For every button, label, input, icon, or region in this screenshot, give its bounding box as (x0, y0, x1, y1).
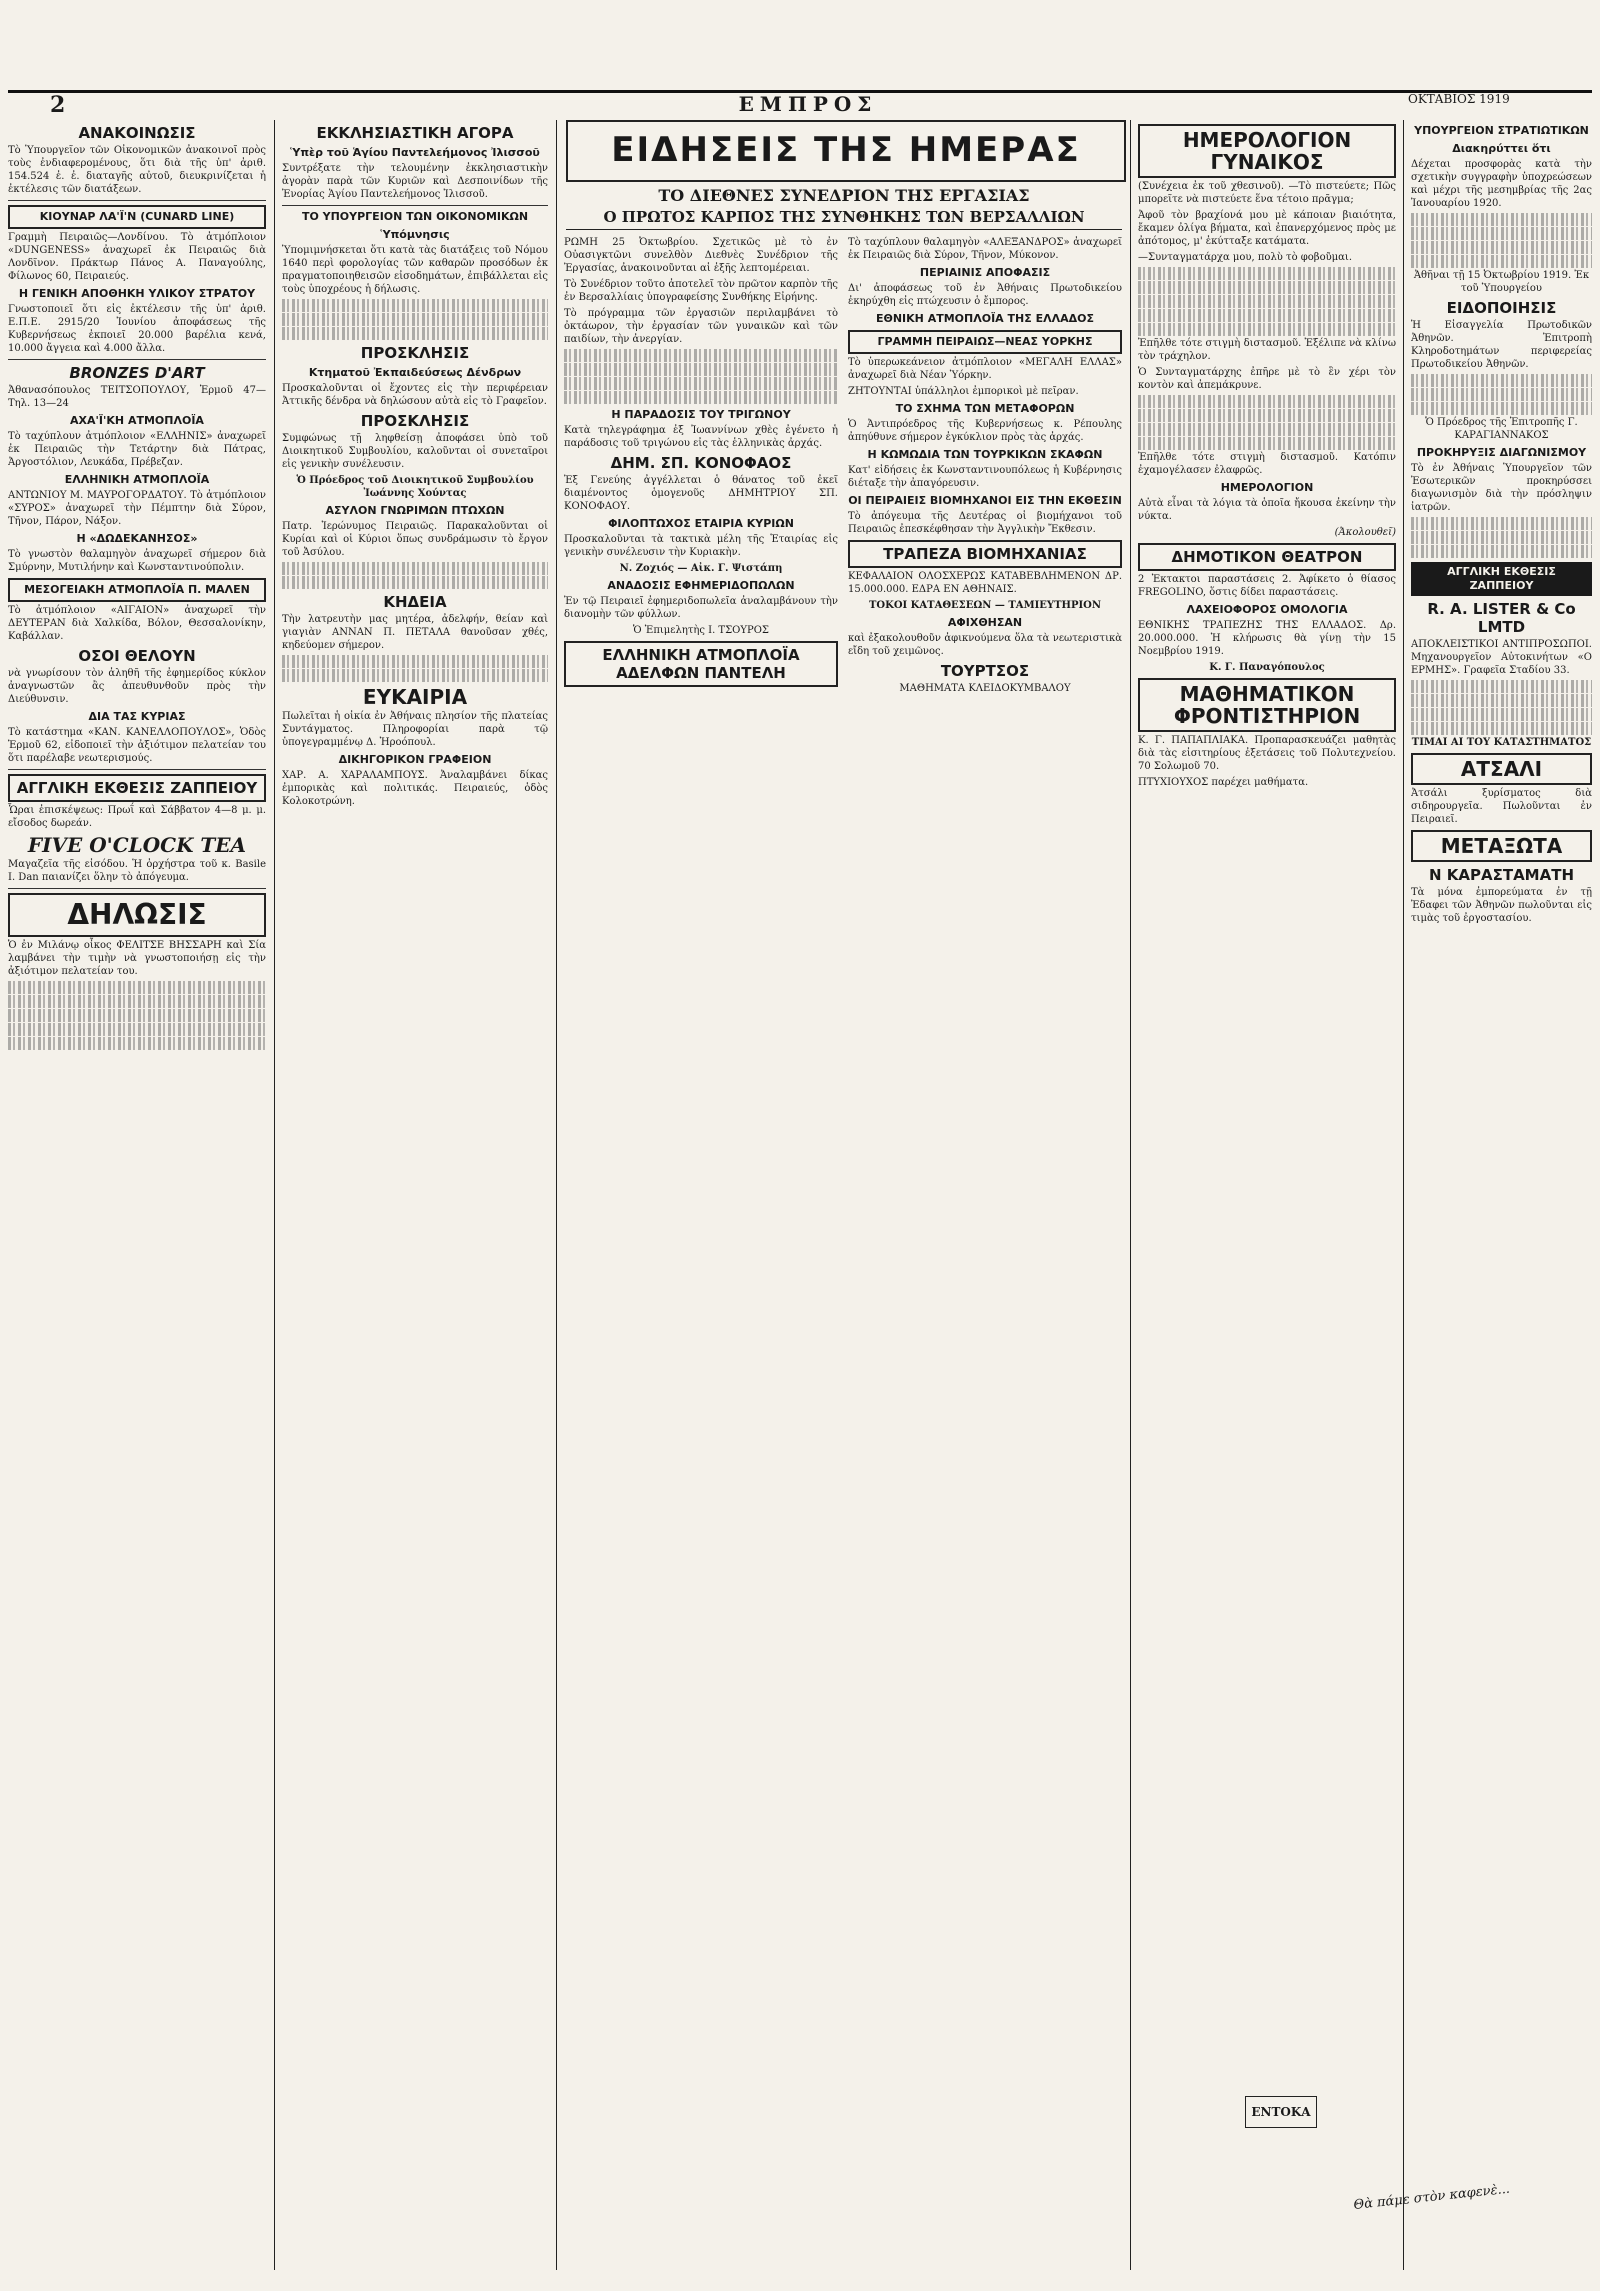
subheading: Ὑπὲρ τοῦ Ἁγίου Παντελεήμονος Ἰλισσοῦ (290, 146, 540, 159)
article-text: Προσκαλοῦνται τὰ τακτικὰ μέλη τῆς Ἑταιρίας εἰς γενικὴν συνέλευσιν τὴν Κυριακὴν. (564, 534, 838, 558)
heading: ΚΗΔΕΙΑ (383, 593, 447, 611)
article-text: Κατ' εἰδήσεις ἐκ Κωνσταντινουπόλεως ἡ Κυβέρνησις διέταξε τὴν ἀπαγόρευσιν. (848, 465, 1122, 489)
article-text: —Συνταγματάρχα μου, πολὺ τὸ φοβοῦμαι. (1138, 252, 1353, 263)
article-text: Κ. Γ. ΠΑΠΑΠΛΙΑΚΑ. Προπαρασκευάζει μαθητὰς διὰ τὰς εἰσιτηρίους ἐξετάσεις τοῦ Πολυτεχνείου. 70 Σολωμοῦ 70. (1138, 735, 1396, 772)
column-divider (556, 120, 557, 2270)
article-text: Ἀφοῦ τὸν βραχίονά μου μὲ κάποιαν βιαιότητα, ἔκαμεν ὀλίγα βήματα, καὶ ἐπανερχόμενος πρὸς με ἀπότομος, μ' ἐκύτταξε κατάματα. (1138, 210, 1396, 247)
heading: ΕΥΚΑΙΡΙΑ (362, 685, 468, 709)
article-text: ΧΑΡ. Α. ΧΑΡΑΛΑΜΠΟΥΣ. Ἀναλαμβάνει δίκας ἐμπορικὰς καὶ πολιτικάς. Πειραιεύς, ὁδὸς Κολοκοτρώνη. (282, 770, 548, 807)
heading: Η «ΔΩΔΕΚΑΝΗΣΟΣ» (76, 532, 198, 545)
signature: Ν. Ζοχιός — Αἰκ. Γ. Ψιστάπη (619, 563, 783, 574)
article-text: Ἐπῆλθε τότε στιγμὴ διστασμοῦ. Ἐξέλιπε νὰ κλίνω τὸν τράχηλον. (1138, 338, 1396, 362)
banner-subtitle: ΤΟ ΔΙΕΘΝΕΣ ΣΥΝΕΔΡΙΟΝ ΤΗΣ ΕΡΓΑΣΙΑΣ (658, 186, 1030, 205)
article-text: Συντρέξατε τὴν τελουμένην ἐκκλησιαστικὴν ἀγορὰν παρὰ τῶν Κυριῶν καὶ Δεσποινίδων τῆς Ἐνορίας Ἁγίου Παντελεήμονος Ἰλισσοῦ. (282, 163, 548, 200)
article-text: Τὰ μόνα ἐμπορεύματα ἐν τῇ Ἐδαφει τῶν Ἀθηνῶν πωλοῦνται εἰς τιμὰς τοῦ ἐργοστασίου. (1411, 887, 1592, 924)
subheading: ΓΡΑΜΜΗ ΠΕΙΡΑΙΩΣ—ΝΕΑΣ ΥΟΡΚΗΣ (848, 330, 1122, 354)
article-text: Ἀθανασόπουλος ΤΕΙΤΣΟΠΟΥΛΟΥ, Ἑρμοῦ 47—Τηλ. 13—24 (8, 385, 266, 409)
article-text: Ὁ ἐν Μιλάνῳ οἶκος ΦΕΛΙΤΣΕ ΒΗΣΣΑΡΗ καὶ Σία λαμβάνει τὴν τιμὴν νὰ γνωστοποιήσῃ εἰς τὴν ἀξιότιμον πελατείαν του. (8, 940, 266, 977)
heading: ΑΝΑΔΟΣΙΣ ΕΦΗΜΕΡΙΔΟΠΩΛΩΝ (607, 579, 795, 592)
article-text: Τὸ κατάστημα «ΚΑΝ. ΚΑΝΕΛΛΟΠΟΥΛΟΣ», Ὁδὸς Ἑρμοῦ 62, εἰδοποιεῖ τὴν ἀξιότιμον πελατείαν του ὅτι παρέλαβε νεωτερισμούς. (8, 727, 266, 764)
subheading: Κτηματοῦ Ἐκπαιδεύσεως Δένδρων (308, 366, 522, 379)
article-text: 2 Ἐκτακτοι παραστάσεις 2. Ἀφίκετο ὁ θίασος FREGOLINO, ὅστις δίδει παραστάσεις. (1138, 574, 1396, 598)
article-text: Ἐξ Γενεύης ἀγγέλλεται ὁ θάνατος τοῦ ἐκεῖ διαμένοντος ὁμογενοῦς ΔΗΜΗΤΡΙΟΥ ΣΠ. ΚΟΝΟΦΑΟΥ. (564, 475, 838, 512)
subheading: Διακηρύττει ὅτι (1452, 142, 1551, 155)
heading: ΟΙ ΠΕΙΡΑΙΕΙΣ ΒΙΟΜΗΧΑΝΟΙ ΕΙΣ ΤΗΝ ΕΚΘΕΣΙΝ (848, 494, 1122, 507)
subheading: Ὑπόμνησις (380, 228, 450, 241)
heading: ΔΗΛΩΣΙΣ (8, 893, 266, 937)
column-divider (274, 120, 275, 2270)
continues-note: (Ἀκολουθεῖ) (1334, 527, 1396, 538)
heading: ΤΟΥΡΤΣΟΣ (940, 662, 1030, 680)
heading: ΥΠΟΥΡΓΕΙΟΝ ΣΤΡΑΤΙΩΤΙΚΩΝ (1414, 124, 1589, 137)
heading: ΑΦΙΧΘΗΣΑΝ (947, 616, 1023, 629)
signature: Ὁ Ἐπιμελητὴς Ι. ΤΣΟΥΡΟΣ (633, 625, 769, 636)
article-text: Δέχεται προσφορὰς κατὰ τὴν σχετικὴν συγγραφὴν ὑποχρεώσεων καὶ μέχρι τῆς μεσημβρίας τῆς 2ας Ἰανουαρίου 1920. (1411, 159, 1592, 209)
signature: Ἀθῆναι τῇ 15 Ὀκτωβρίου 1919. Ἐκ τοῦ Ὑπουργείου (1413, 270, 1590, 294)
heading: ΠΡΟΣΚΛΗΣΙΣ (360, 344, 470, 362)
article-text: Τὸ γνωστὸν θαλαμηγὸν ἀναχωρεῖ σήμερον διὰ Σμύρνην, Μυτιλήνην καὶ Κωνσταντινούπολιν. (8, 549, 266, 573)
heading: ΛΑΧΕΙΟΦΟΡΟΣ ΟΜΟΛΟΓΙΑ (1186, 603, 1348, 616)
heading: ΑΝΑΚΟΙΝΩΣΙΣ (78, 124, 196, 142)
column-divider (1403, 120, 1404, 2270)
heading: ΟΣΟΙ ΘΕΛΟΥΝ (78, 647, 196, 665)
heading: ΑΤΣΑΛΙ (1411, 753, 1592, 785)
heading: ΗΜΕΡΟΛΟΓΙΟΝ ΓΥΝΑΙΚΟΣ (1138, 124, 1396, 178)
article-text: Τὸ ὑπερωκεάνειον ἀτμόπλοιον «ΜΕΓΑΛΗ ΕΛΛΑΣ» ἀναχωρεῖ διὰ Νέαν Ὑόρκην. (848, 357, 1122, 381)
heading: ΕΘΝΙΚΗ ΑΤΜΟΠΛΟΪΑ ΤΗΣ ΕΛΛΑΔΟΣ (875, 312, 1095, 325)
heading: ΤΟ ΥΠΟΥΡΓΕΙΟΝ ΤΩΝ ΟΙΚΟΝΟΜΙΚΩΝ (301, 210, 529, 223)
heading: ΑΣΥΛΟΝ ΓΝΩΡΙΜΩΝ ΠΤΩΧΩΝ (325, 504, 505, 517)
page-number: 2 (50, 92, 66, 118)
heading: ΕΛΛΗΝΙΚΗ ΑΤΜΟΠΛΟΪΑ (64, 473, 210, 486)
article-text: Πωλεῖται ἡ οἰκία ἐν Ἀθήναις πλησίον τῆς πλατείας Συντάγματος. Πληροφορίαι παρὰ τῷ ὑπογεγραμμένῳ Δ. Ἠροόπουλ. (282, 711, 548, 748)
article-text: Προσκαλοῦνται οἱ ἔχοντες εἰς τὴν περιφέρειαν Ἀττικῆς δένδρα νὰ δηλώσουν αὐτὰ εἰς τὸ Γραφεῖον. (282, 383, 548, 407)
article-text: Τὴν λατρευτὴν μας μητέρα, ἀδελφήν, θείαν καὶ γιαγιὰν ΑΝΝΑΝ Π. ΠΕΤΑΛΑ θανοῦσαν χθές, κηδεύομεν σήμερον. (282, 614, 548, 651)
column-5 (1411, 120, 1592, 2280)
article-text: Ὑπομιμνήσκεται ὅτι κατὰ τὰς διατάξεις τοῦ Νόμου 1640 περὶ φορολογίας τῶν καθαρῶν προσόδων ἐκ πραγματοποιηθεισῶν εἰσοδημάτων, ἐπιβάλλεται εἰς τοὺς ὑποχρέους ἡ δήλωσις. (282, 245, 548, 295)
article-text: Τὸ Συνέδριον τοῦτο ἀποτελεῖ τὸν πρῶτον καρπὸν τῆς ἐν Βερσαλλίαις ὑπογραφείσης Συνθήκης Εἰρήνης. (564, 279, 838, 303)
heading: ΔΙΑ ΤΑΣ ΚΥΡΙΑΣ (88, 710, 186, 723)
article-text: (Συνέχεια ἐκ τοῦ χθεσινοῦ). —Τὸ πιστεύετε; Πῶς μπορεῖτε νὰ πιστεύετε ἕνα τέτοιο πρᾶγμα; (1138, 181, 1396, 205)
article-text: Ἐπῆλθε τότε στιγμὴ διστασμοῦ. Κατόπιν ἐχαμογέλασεν ἐλαφρῶς. (1138, 452, 1396, 476)
heading: ΑΓΓΛΙΚΗ ΕΚΘΕΣΙΣ ΖΑΠΠΕΙΟΥ (1411, 562, 1592, 596)
stamp-box: ΕΝΤΟΚΑ (1245, 2096, 1317, 2128)
column-3 (564, 236, 1122, 2276)
banner-title: ΕΙΔΗΣΕΙΣ ΤΗΣ ΗΜΕΡΑΣ (566, 120, 1126, 182)
article-text: ΑΝΤΩΝΙΟΥ Μ. ΜΑΥΡΟΓΟΡΔΑΤΟΥ. Τὸ ἀτμόπλοιον «ΣΥΡΟΣ» ἀναχωρεῖ τὴν Πέμπτην διὰ Σύρον, Τῆνον, Πάρον, Νάξον. (8, 490, 266, 527)
banner-subtitle-2: Ο ΠΡΩΤΟΣ ΚΑΡΠΟΣ ΤΗΣ ΣΥΝΘΗΚΗΣ ΤΩΝ ΒΕΡΣΑΛΛΙΩΝ (566, 208, 1122, 230)
heading: ΗΜΕΡΟΛΟΓΙΟΝ (1220, 481, 1314, 494)
article-text: Τὸ πρόγραμμα τῶν ἐργασιῶν περιλαμβάνει τὸ ὀκτάωρον, τὴν ἐργασίαν τῶν γυναικῶν καὶ τῶν παιδίων, τὴν ἀνεργίαν. (564, 308, 838, 345)
signature: Ὁ Πρόεδρος τοῦ Διοικητικοῦ Συμβουλίου Ἰωάννης Χούντας (296, 475, 534, 499)
newspaper-name: ΕΜΠΡΟΣ (738, 92, 878, 116)
article-text: Τὸ ταχύπλουν θαλαμηγὸν «ΑΛΕΞΑΝΔΡΟΣ» ἀναχωρεῖ ἐκ Πειραιῶς διὰ Σύρον, Τῆνον, Μύκονον. (848, 237, 1122, 261)
article-text: Ἀτσάλι ξυρίσματος διὰ σιδηρουργεῖα. Πωλοῦνται ἐν Πειραιεῖ. (1411, 788, 1592, 825)
signature: Ὁ Πρόεδρος τῆς Ἐπιτροπῆς Γ. ΚΑΡΑΓΙΑΝΝΑΚΟΣ (1425, 417, 1578, 441)
heading: ΜΑΘΗΜΑΤΙΚΟΝ ΦΡΟΝΤΙΣΤΗΡΙΟΝ (1138, 678, 1396, 732)
article-text: Τὸ Ὑπουργεῖον τῶν Οἰκονομικῶν ἀνακοινοῖ πρὸς τοὺς ἐνδιαφερομένους, ὅτι διὰ τῆς ὑπ' ἀριθ. 154.524 ἐ. ἐ. διαταγῆς αὐτοῦ, διευκρινίζεται ἡ ἐκτέλεσις τῶν διατάξεων. (8, 145, 266, 195)
heading: ΤΟ ΣΧΗΜΑ ΤΩΝ ΜΕΤΑΦΟΡΩΝ (895, 402, 1075, 415)
article-text: Πατρ. Ἱερώνυμος Πειραιῶς. Παρακαλοῦνται οἱ Κυρίαι καὶ οἱ Κύριοι ὅπως συνδράμωσιν τὸ ἔργον τοῦ Ἀσύλου. (282, 521, 548, 558)
column-2 (282, 120, 548, 2280)
heading: ΑΓΓΛΙΚΗ ΕΚΘΕΣΙΣ ΖΑΠΠΕΙΟΥ (8, 774, 266, 802)
article-text: Γνωστοποιεῖ ὅτι εἰς ἐκτέλεσιν τῆς ὑπ' ἀριθ. Ε.Π.Ε. 2915/20 Ἰουνίου ἀποφάσεως τῆς Κυβερνήσεως ἐκποιεῖ 20.000 βαρέλια κενά, 10.000 ἄγγεια καὶ 4.000 ἄλλα. (8, 304, 266, 354)
heading: ΕΚΚΛΗΣΙΑΣΤΙΚΗ ΑΓΟΡΑ (316, 124, 514, 142)
heading: Η ΠΑΡΑΔΟΣΙΣ ΤΟΥ ΤΡΙΓΩΝΟΥ (611, 408, 791, 421)
article-text: Ἐν τῷ Πειραιεῖ ἐφημεριδοπωλεῖα ἀναλαμβάνουν τὴν διανομὴν τῶν φύλλων. (564, 596, 838, 620)
article-text: Ὁ Ἀντιπρόεδρος τῆς Κυβερνήσεως κ. Ρέπουλης ἀπηύθυνε σήμερον ἐγκύκλιον πρὸς τὰς ἀρχάς. (848, 419, 1122, 443)
heading: ΜΕΣΟΓΕΙΑΚΗ ΑΤΜΟΠΛΟΪΑ Π. ΜΑΛΕΝ (8, 578, 266, 602)
article-text: Ὁ Συνταγματάρχης ἐπῆρε μὲ τὸ ἓν χέρι τὸν κοντὸν καὶ ἀπεμάκρυνε. (1138, 367, 1396, 391)
heading: ΠΕΡΙΑΙΝΙΣ ΑΠΟΦΑΣΙΣ (919, 266, 1051, 279)
heading: ΕΛΛΗΝΙΚΗ ΑΤΜΟΠΛΟΪΑ ΑΔΕΛΦΩΝ ΠΑΝΤΕΛΗ (564, 641, 838, 687)
article-text: ΠΤΥΧΙΟΥΧΟΣ παρέχει μαθήματα. (1138, 777, 1309, 788)
article-text: Συμφώνως τῇ ληφθείσῃ ἀποφάσει ὑπὸ τοῦ Διοικητικοῦ Συμβουλίου, καλοῦνται οἱ συνεταῖροι εἰς γενικὴν συνέλευσιν. (282, 433, 548, 470)
article-text: καὶ ἐξακολουθοῦν ἀφικνούμενα ὅλα τὰ νεωτεριστικὰ εἴδη τοῦ χειμῶνος. (848, 633, 1122, 657)
article-text: Αὐτὰ εἶναι τὰ λόγια τὰ ὁποῖα ἤκουσα ἐκείνην τὴν νύκτα. (1138, 498, 1396, 522)
heading: ΠΡΟΚΗΡΥΞΙΣ ΔΙΑΓΩΝΙΣΜΟΥ (1416, 446, 1587, 459)
heading: ΔΗΜ. ΣΠ. ΚΟΝΟΦΑΟΣ (610, 454, 792, 472)
handwritten-note: Θὰ πάμε στὸν καφενὲ... (1352, 2181, 1511, 2213)
column-4 (1138, 120, 1396, 2280)
article-text: Μαγαζεῖα τῆς εἰσόδου. Ἡ ὀρχήστρα τοῦ κ. Basile I. Dan παιανίζει ὅλην τὸ ἀπόγευμα. (8, 859, 266, 883)
subheading: Ν ΚΑΡΑΣΤΑΜΑΤΗ (1428, 866, 1575, 884)
newspaper-page (8, 8, 1592, 2283)
article-text: ΑΠΟΚΛΕΙΣΤΙΚΟΙ ΑΝΤΙΠΡΟΣΩΠΟΙ. Μηχανουργεῖον Αὐτοκινήτων «Ο ΕΡΜΗΣ». Γραφεῖα Σταδίου 33. (1411, 639, 1592, 676)
heading: FIVE O'CLOCK TEA (27, 833, 247, 857)
heading: ΑΧΑ'Ϊ'ΚΗ ΑΤΜΟΠΛΟΪΑ (70, 414, 204, 427)
heading: BRONZES D'ART (69, 364, 205, 382)
article-text: ΜΑΘΗΜΑΤΑ ΚΛΕΙΔΟΚΥΜΒΑΛΟΥ (899, 683, 1071, 694)
heading: Η ΓΕΝΙΚΗ ΑΠΟΘΗΚΗ ΥΛΙΚΟΥ ΣΤΡΑΤΟΥ (18, 287, 256, 300)
article-text: ΚΕΦΑΛΑΙΟΝ ΟΛΟΣΧΕΡΩΣ ΚΑΤΑΒΕΒΛΗΜΕΝΟΝ ΔΡ. 15.000.000. ΕΔΡΑ ΕΝ ΑΘΗΝΑΙΣ. (848, 571, 1122, 595)
article-text: νὰ γνωρίσουν τὸν ἀληθῆ τῆς ἐφημερίδος κύκλον ἀναγνωστῶν ἂς ἀπευθυνθοῦν πρὸς τὴν Διεύθυνσιν. (8, 668, 266, 705)
heading: ΔΙΚΗΓΟΡΙΚΟΝ ΓΡΑΦΕΙΟΝ (338, 753, 492, 766)
article-text: Κατὰ τηλεγράφημα ἐξ Ἰωαννίνων χθὲς ἐγένετο ἡ παράδοσις τοῦ τριγώνου εἰς τὰς ἑλληνικὰς ἀρχάς. (564, 425, 838, 449)
article-text: Ὧραι ἐπισκέψεως: Πρωΐ καὶ Σάββατον 4—8 μ. μ. εἴσοδος δωρεάν. (8, 805, 266, 829)
article-text: ΤΙΜΑΙ ΑΙ ΤΟΥ ΚΑΤΑΣΤΗΜΑΤΟΣ (1411, 737, 1592, 748)
article-text: Ἡ Εἰσαγγελία Πρωτοδικῶν Ἀθηνῶν. Ἐπιτροπὴ Κληροδοτημάτων περιφερείας Πρωτοδικείου Ἀθηνῶν. (1411, 320, 1592, 370)
heading: Η ΚΩΜΩΔΙΑ ΤΩΝ ΤΟΥΡΚΙΚΩΝ ΣΚΑΦΩΝ (867, 448, 1103, 461)
article-text: ΡΩΜΗ 25 Ὀκτωβρίου. Σχετικῶς μὲ τὸ ἐν Οὐασιγκτῶνι συνελθὸν Διεθνὲς Συνέδριον τῆς Ἐργασίας, ἀνακοινοῦνται αἱ ἑξῆς λεπτομέρειαι. (564, 237, 838, 274)
article-text: Τὸ ἐν Ἀθήναις Ὑπουργεῖον τῶν Ἐσωτερικῶν προκηρύσσει διαγωνισμὸν διὰ τὴν πρόσληψιν ἰατρῶν. (1411, 463, 1592, 513)
subheading: R. A. LISTER & Co LMTD (1427, 600, 1576, 636)
article-text: ΤΟΚΟΙ ΚΑΤΑΘΕΣΕΩΝ — ΤΑΜΙΕΥΤΗΡΙΟΝ (868, 600, 1102, 611)
article-text: ΕΘΝΙΚΗΣ ΤΡΑΠΕΖΗΣ ΤΗΣ ΕΛΛΑΔΟΣ. Δρ. 20.000.000. Ἡ κλήρωσις θὰ γίνῃ τὴν 15 Νοεμβρίου 1919. (1138, 620, 1396, 657)
heading: ΔΗΜΟΤΙΚΟΝ ΘΕΑΤΡΟΝ (1138, 543, 1396, 571)
column-1 (8, 120, 266, 2280)
heading: ΤΡΑΠΕΖΑ ΒΙΟΜΗΧΑΝΙΑΣ (848, 540, 1122, 568)
heading: ΠΡΟΣΚΛΗΣΙΣ (360, 412, 470, 430)
heading: ΜΕΤΑΞΩΤΑ (1411, 830, 1592, 862)
column-divider (1130, 120, 1131, 2270)
article-text: Τὸ ταχύπλουν ἀτμόπλοιον «ΕΛΛΗΝΙΣ» ἀναχωρεῖ ἐκ Πειραιῶς τὴν Τετάρτην διὰ Πάτρας, Ἀργοστόλιον, Λευκάδα, Πρέβεζαν. (8, 431, 266, 468)
signature: Κ. Γ. Παναγόπουλος (1209, 662, 1325, 673)
issue-date: ΟΚΤΑΒΙΟΣ 1919 (1408, 92, 1510, 106)
article-text: Γραμμὴ Πειραιῶς—Λονδίνου. Τὸ ἀτμόπλοιον «DUNGENESS» ἀναχωρεῖ ἐκ Πειραιῶς διὰ Λονδῖνον. Πράκτωρ Πάνος Α. Παναγούλης, Φίλωνος 60, Πειραιεύς. (8, 232, 266, 282)
heading: ΚΙΟΥΝΑΡ ΛΑ'Ϊ'Ν (CUNARD LINE) (8, 205, 266, 229)
article-text: Τὸ ἀτμόπλοιον «ΑΙΓΑΙΟΝ» ἀναχωρεῖ τὴν ΔΕΥΤΕΡΑΝ διὰ Χαλκίδα, Βόλον, Θεσσαλονίκην, Καβάλλαν. (8, 605, 266, 642)
article-text: Δι' ἀποφάσεως τοῦ ἐν Ἀθήναις Πρωτοδικείου ἐκηρύχθη εἰς πτώχευσιν ὁ ἔμπορος. (848, 283, 1122, 307)
heading: ΕΙΔΟΠΟΙΗΣΙΣ (1446, 299, 1557, 317)
article-text: Τὸ ἀπόγευμα τῆς Δευτέρας οἱ βιομήχανοι τοῦ Πειραιῶς ἐπεσκέφθησαν τὴν Ἀγγλικὴν Ἔκθεσιν. (848, 511, 1122, 535)
article-text: ΖΗΤΟΥΝΤΑΙ ὑπάλληλοι ἐμπορικοὶ μὲ πεῖραν. (848, 386, 1079, 397)
heading: ΦΙΛΟΠΤΩΧΟΣ ΕΤΑΙΡΙΑ ΚΥΡΙΩΝ (608, 517, 794, 530)
